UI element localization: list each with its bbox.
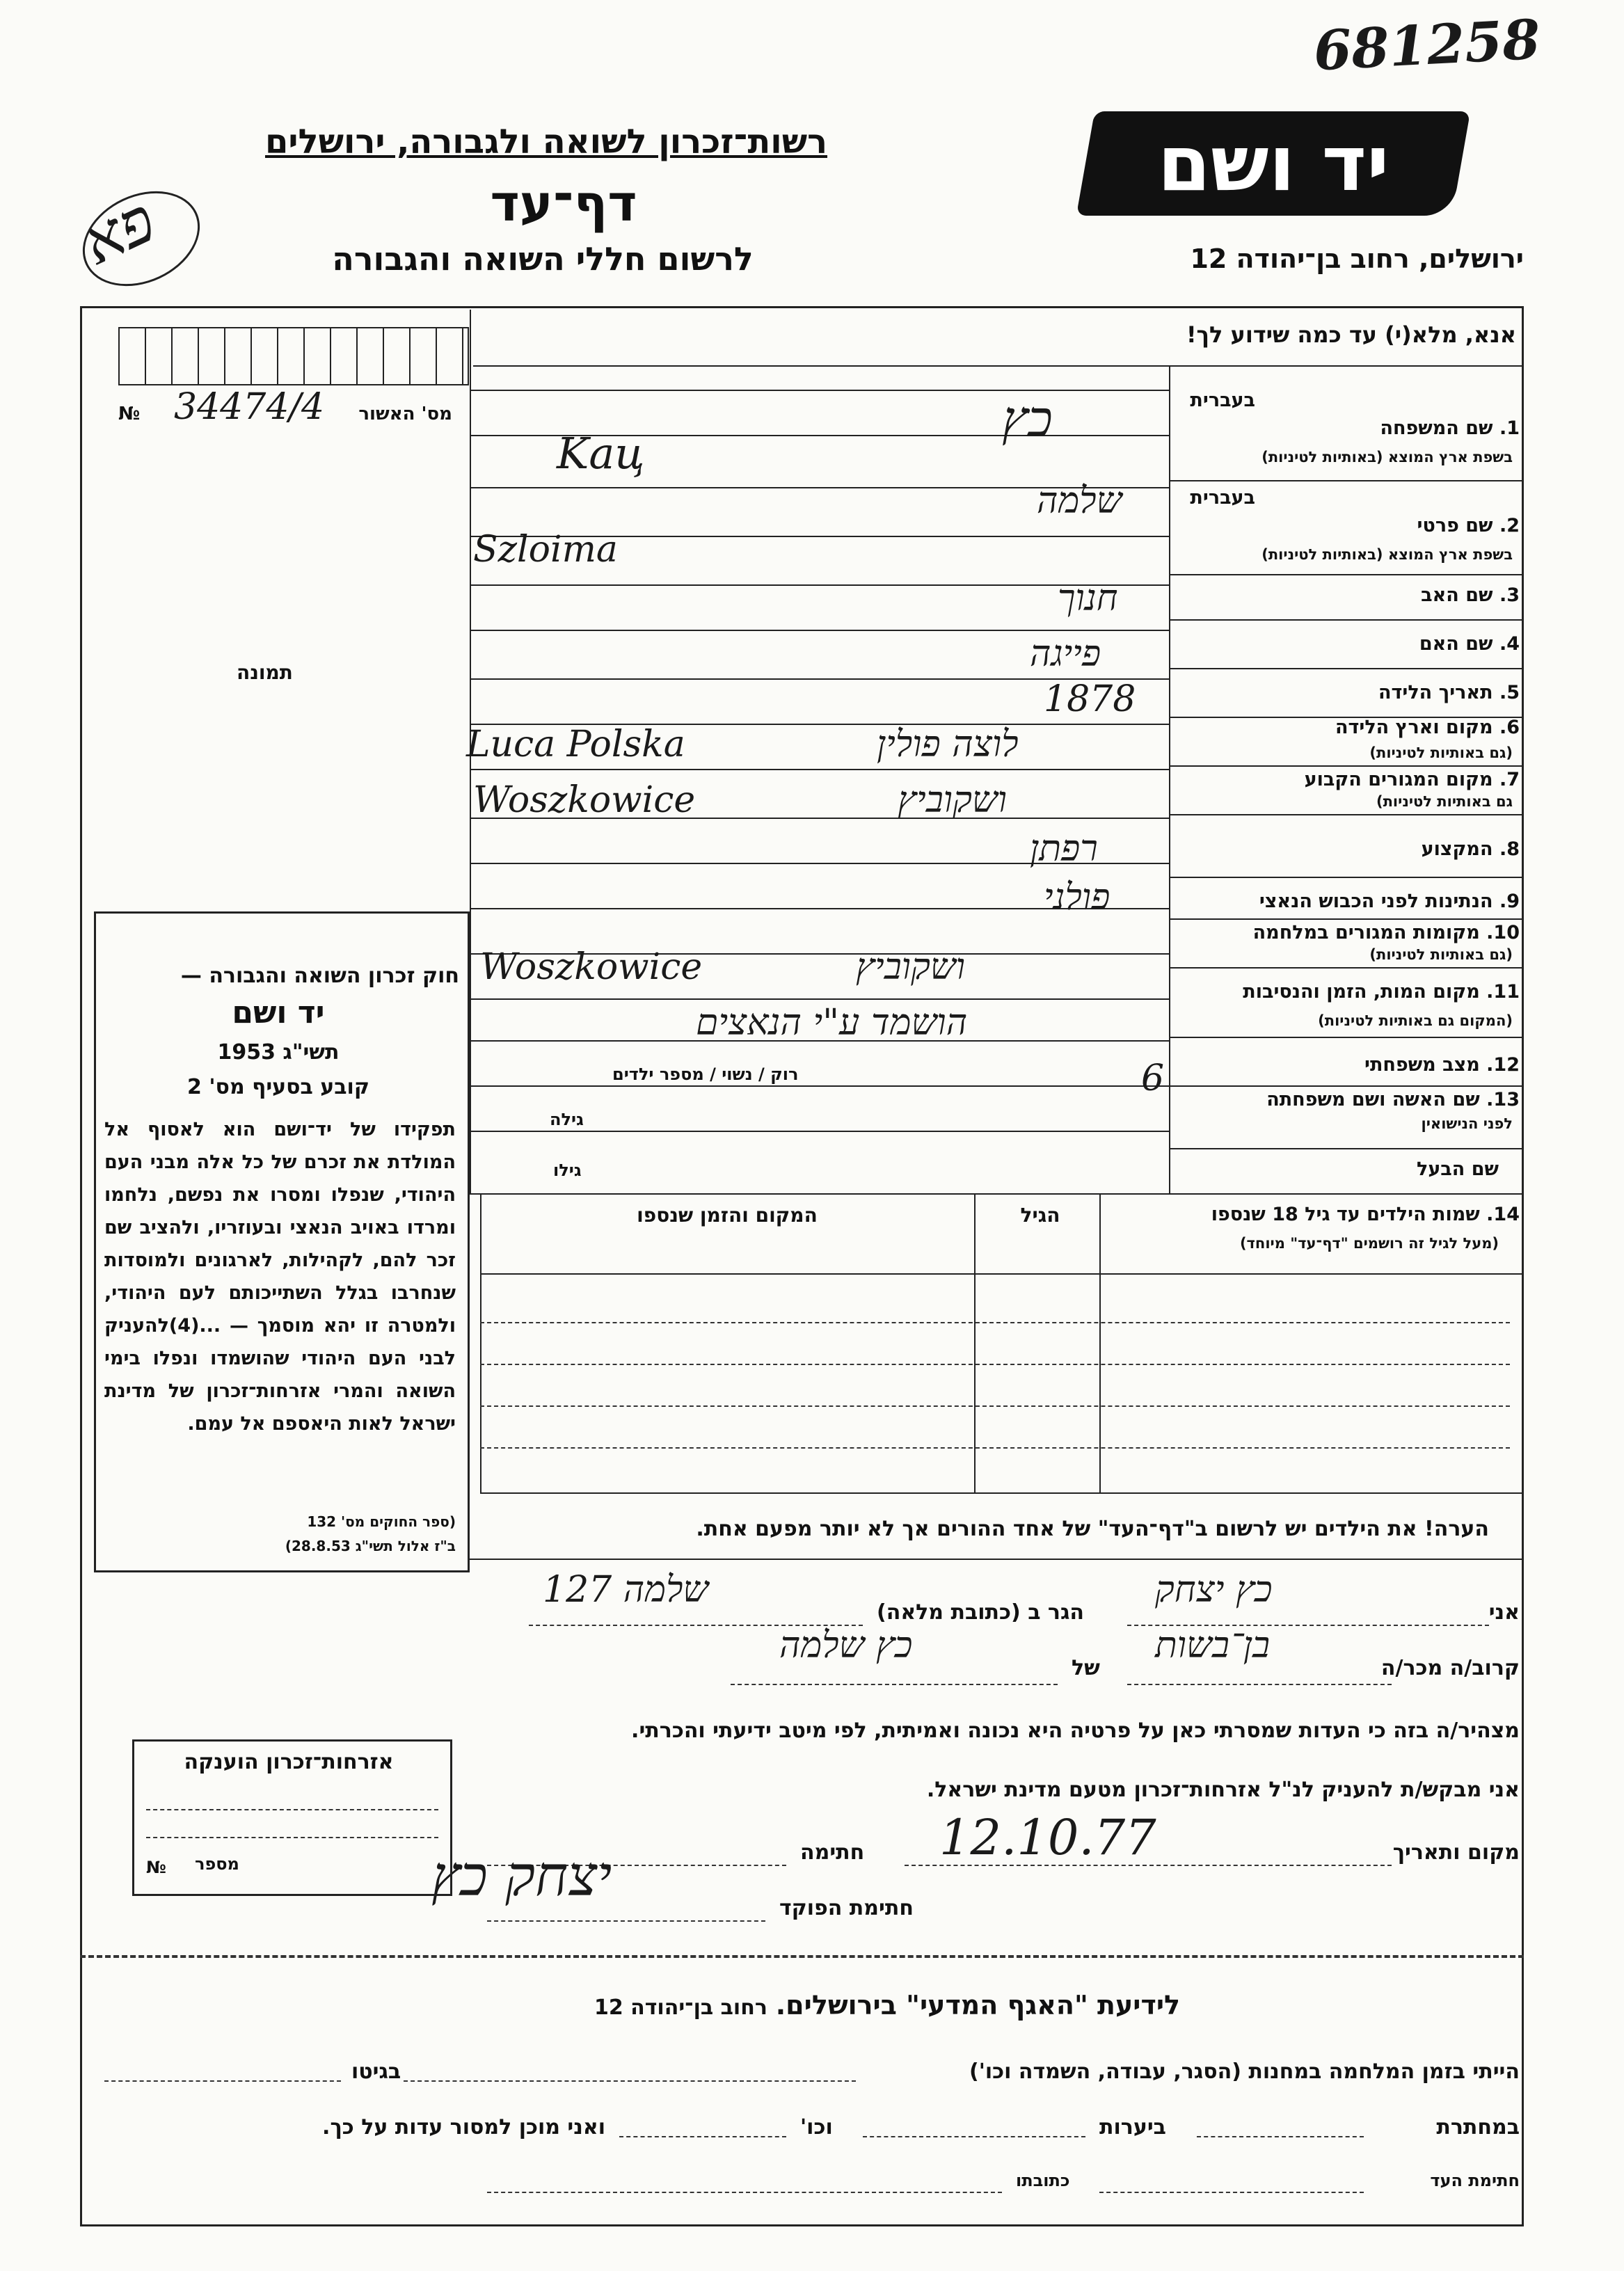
- children-age-header: הגיל: [1020, 1204, 1060, 1227]
- value-father-name: חנוך: [1058, 577, 1118, 619]
- family-status-options: רוק / נשוי / מספר ילדים: [612, 1065, 799, 1084]
- sub-first-name: בשפת ארץ המוצא (באותיות לטיניות): [1261, 546, 1513, 563]
- approval-no-label: №: [118, 404, 141, 424]
- approval-box: [118, 327, 469, 385]
- label-father-name: 3. שם האב: [1421, 584, 1520, 606]
- archive-number: 681258: [1312, 8, 1543, 83]
- law-footnote-1: (ספר החוקים מס' 132: [307, 1513, 456, 1530]
- label-children: 14. שמות הילדים עד גיל 18 שנספו: [1211, 1204, 1520, 1225]
- value-residence-latin: Woszkowice: [473, 779, 696, 821]
- place-date: 12.10.77: [939, 1809, 1156, 1866]
- logo-text: יד ושם: [1157, 119, 1390, 208]
- label-birth-place: 6. מקום וארץ הלידה: [1335, 717, 1520, 738]
- intro-line: אנא, מלא(י) עד כמה שידוע לך!: [1186, 321, 1516, 348]
- law-footnote-2: ב"ז אלול תשי"ג 28.8.53): [285, 1538, 456, 1554]
- value-death-place: הושמד ע"י הנאצים: [696, 1002, 968, 1044]
- declarant-name: כץ יצחק: [1155, 1569, 1273, 1611]
- signature-label: חתימה: [800, 1840, 865, 1865]
- law-title: חוק זכרון השואה והגבורה —: [180, 964, 459, 988]
- footer-address-label: כתובתו: [1016, 2171, 1070, 2190]
- declarant-signature: יצחק כץ: [431, 1844, 612, 1909]
- address-line: ירושלים, רחוב בן־יהודה 12: [1190, 244, 1524, 274]
- value-wartime-places-latin: Woszkowice: [480, 946, 703, 988]
- officer-signature-label: חתימת הפוקד: [779, 1896, 914, 1920]
- footer-line1-b: בגיטו: [351, 2059, 401, 2084]
- label-residence: 7. מקום המגורים הקבוע: [1304, 769, 1520, 790]
- citizenship-number-label: מספר: [195, 1854, 239, 1874]
- value-birth-place-he: לוצה פולין: [877, 724, 1019, 765]
- label-profession: 8. המקצוע: [1421, 838, 1520, 860]
- declarant-of-label: של: [1072, 1656, 1100, 1680]
- label-wife-name: 13. שם האשה ושם משפחתה: [1266, 1089, 1520, 1110]
- label-family-status: 12. מצב משפחתי: [1364, 1054, 1520, 1076]
- sub-children: (מעל לגיל זה רושמים "דף־עד" מיוחד): [1239, 1235, 1499, 1252]
- declarant-address: שלמה 127: [543, 1569, 709, 1611]
- declarant-of-name: כץ שלמה: [779, 1625, 913, 1666]
- citizenship-no-label: №: [146, 1858, 166, 1877]
- law-name: יד ושם: [232, 995, 325, 1030]
- value-mother-name: פייגה: [1030, 633, 1101, 675]
- margin-note: פא: [71, 183, 166, 280]
- value-wartime-places-he: ושקוביץ: [856, 946, 966, 988]
- value-birth-date: 1878: [1044, 678, 1136, 720]
- husband-age-label: גילו: [553, 1161, 582, 1180]
- label-mother-name: 4. שם האם: [1419, 633, 1520, 655]
- wife-age-label: גילה: [550, 1110, 584, 1129]
- citizenship-box-title: אזרחות־זכרון הוענקה: [184, 1750, 394, 1774]
- footer-info-address: רחוב בן־יהודה 12: [594, 1995, 767, 2020]
- label-husband-name: שם הבעל: [1416, 1158, 1499, 1180]
- note-line: הערה! את הילדים יש לרשום ב"דף־העד" של אחד ההורים אך לא יותר מפעם אחת.: [696, 1517, 1489, 1541]
- sub-family-name: בשפת ארץ המוצא (באותיות לטיניות): [1261, 449, 1513, 465]
- form-title: דף־עד: [490, 174, 637, 232]
- footer-line2-d: ואני מוכן למסור עדות על כך.: [322, 2115, 605, 2139]
- value-first-name-he: שלמה: [1037, 480, 1122, 522]
- value-family-name-he: כץ: [1002, 390, 1053, 448]
- footer-line1-a: הייתי בזמן המלחמה במחנות (הסגר, עבודה, השמדה וכו'): [969, 2059, 1520, 2084]
- approval-label: מס' האשור: [358, 404, 452, 424]
- value-residence-he: ושקוביץ: [898, 779, 1008, 821]
- footer-sig-label: חתימת העד: [1430, 2171, 1520, 2190]
- label-birth-date: 5. תאריך הלידה: [1378, 682, 1520, 703]
- label-family-name: 1. שם המשפחה: [1380, 417, 1520, 439]
- sub-death-place: (המקום גם באותיות לטיניות): [1318, 1012, 1513, 1029]
- label-in-hebrew-2: בעברית: [1190, 487, 1255, 509]
- footer-line2-a: במחתרת: [1436, 2115, 1520, 2139]
- label-first-name: 2. שם פרטי: [1417, 515, 1520, 536]
- form-subtitle: לרשום חללי השואה והגבורה: [332, 240, 754, 278]
- declaration-text: מצהיר/ה בזה כי העדות שמסרתי כאן על פרטיה היא נכונה ואמיתית, לפי מיטב ידיעתי והכרתי.: [631, 1719, 1520, 1743]
- label-in-hebrew-1: בעברית: [1190, 390, 1255, 411]
- approval-number: 34474/4: [174, 386, 325, 428]
- footer-info-title: לידיעת "האגף המדעי" בירושלים.: [775, 1990, 1181, 2021]
- sub-wartime-places: (גם באותיות לטיניות): [1369, 946, 1513, 963]
- value-citizenship: פולני: [1044, 877, 1110, 918]
- authority-line: רשות־זכרון לשואה ולגבורה, ירושלים: [264, 122, 828, 161]
- value-profession: רפתן: [1030, 828, 1098, 870]
- declarant-relation-label: קרוב/ה מכר/ה: [1380, 1656, 1520, 1680]
- margin-note-circle: [67, 173, 216, 305]
- value-birth-place-latin: Luca Polska: [466, 724, 685, 765]
- value-family-status: 6: [1141, 1058, 1165, 1099]
- footer-line2-c: וכו': [800, 2115, 833, 2139]
- value-family-name-latin: Kaц: [557, 428, 645, 479]
- value-first-name-latin: Szloima: [473, 529, 618, 571]
- label-wartime-places: 10. מקומות המגורים במלחמה: [1252, 922, 1520, 943]
- declarant-i-label: אני: [1488, 1600, 1520, 1625]
- declarant-residing-label: הגר ב (כתובת מלאה): [877, 1600, 1085, 1625]
- law-year: תשי"ג 1953: [217, 1040, 340, 1065]
- sub-wife-name: לפני הנישואין: [1421, 1115, 1513, 1132]
- sub-residence: גם באותיות לטיניות): [1376, 793, 1513, 810]
- footer-line2-b: ביערות: [1099, 2115, 1166, 2139]
- footer-info: [522, 1990, 1252, 2021]
- law-clause: קובע בסעיף מס' 2: [187, 1075, 369, 1099]
- label-citizenship: 9. הנתינות לפני הכבוש הנאצי: [1259, 891, 1520, 912]
- request-text: אני מבקש/ת להעניק לנ"ל אזרחות־זכרון מטעם מדינת ישראל.: [926, 1778, 1520, 1802]
- place-date-label: מקום ותאריך: [1392, 1840, 1520, 1865]
- yad-vashem-logo: [1076, 111, 1470, 216]
- law-text: תפקידו של יד־ושם הוא לאסוף אל המולדת את זכרם של כל אלה מבני העם היהודי, שנפלו ומסרו את נפשם, נלחמו ומרדו באויב הנאצי ובעוזריו, ולהציב שם זכר להם, לקהילות, לארגונים ולמוסדות שנחרבו בגלל השתייכותם לעם היהודי, ולמטרה זו יהא מוסמך — ...(4)להעניק לבני העם היהודי שהושמדו ונפלו בימי השואה והמרי אזרחות־זכרון של מדינת ישראל לאות היאספם אל עמם.: [104, 1119, 456, 1435]
- label-death-place: 11. מקום המות, הזמן והנסיבות: [1243, 981, 1520, 1003]
- children-place-header: המקום והזמן שנספו: [637, 1204, 818, 1227]
- declarant-relation: בן־בשות: [1155, 1625, 1271, 1666]
- photo-label: תמונה: [237, 661, 293, 684]
- sub-birth-place: (גם באותיות לטיניות): [1369, 744, 1513, 761]
